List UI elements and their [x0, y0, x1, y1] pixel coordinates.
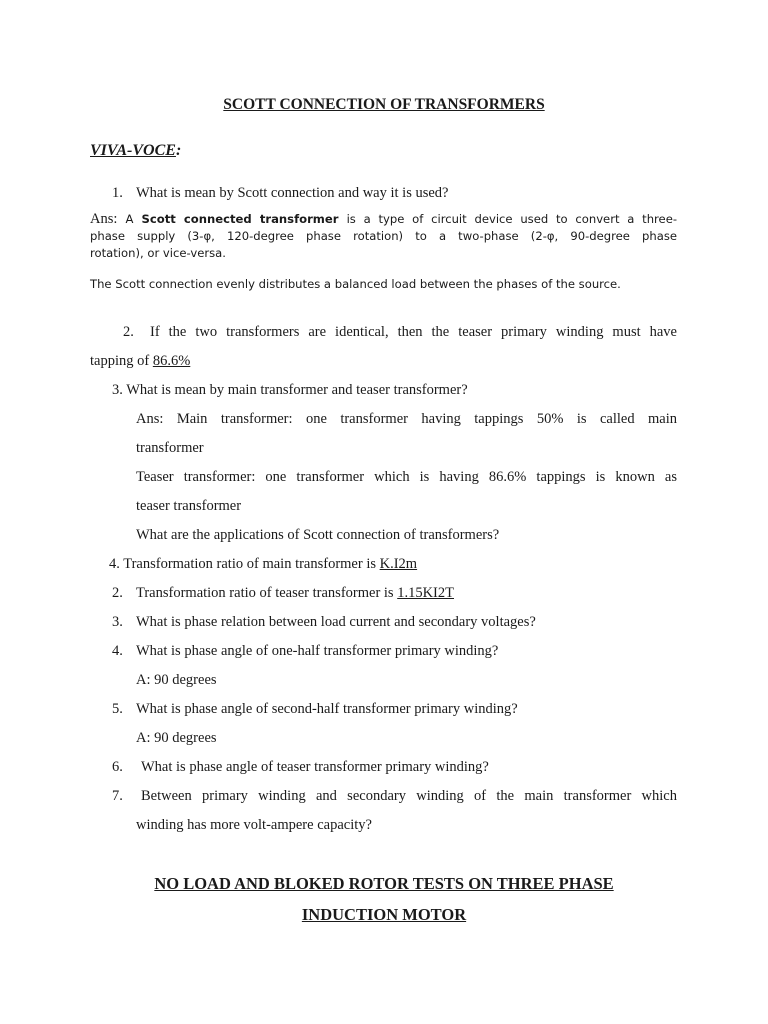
- list-item-number: 6.: [112, 759, 123, 775]
- list-item: What is phase relation between load current and secondary voltages?: [136, 614, 536, 630]
- list-item-number: 5.: [112, 701, 123, 717]
- list-item: What is phase angle of teaser transformer primary winding?: [141, 759, 489, 775]
- page-title: [0, 90, 768, 119]
- question-3-applications: What are the applications of Scott connection of transformers?: [136, 527, 500, 543]
- question-1-text: What is mean by Scott connection and way it is used?: [136, 185, 449, 201]
- next-section-title-line-2: [0, 900, 768, 929]
- answer-lead: A: [125, 212, 134, 226]
- question-2-line-2: [90, 347, 190, 376]
- question-3-answer-line-1: Ans: Main transformer: one transformer having tappings 50% is called main: [136, 411, 677, 427]
- answer-line-1-rest: is a type of circuit device used to convert a three-: [346, 212, 678, 226]
- section-heading-text: VIVA-VOCE: [90, 142, 176, 159]
- question-2-prefix: tapping of: [90, 353, 150, 369]
- list-answer: A: 90 degrees: [136, 672, 217, 688]
- list-item-answer: 1.15KI2T: [397, 585, 454, 601]
- next-section-title-line-1: [0, 869, 768, 898]
- list-item-number: 3.: [112, 614, 123, 630]
- answer-bold-term: Scott connected transformer: [141, 212, 339, 226]
- list-item-number: 7.: [112, 788, 123, 804]
- question-2-number: 2.: [123, 324, 134, 340]
- question-3-teaser-line-2: teaser transformer: [136, 498, 242, 514]
- question-4: [109, 550, 417, 579]
- list-answer: A: 90 degrees: [136, 730, 217, 746]
- list-item-continuation: winding has more volt-ampere capacity?: [136, 817, 372, 833]
- answer-1-line-2: phase supply (3-φ, 120-degree phase rotation) to a two-phase (2-φ, 90-degree phase: [90, 229, 677, 243]
- question-3-teaser-line-1: Teaser transformer: one transformer which is having 86.6% tappings is known as: [136, 469, 677, 485]
- question-2-line-1: If the two transformers are identical, then the teaser primary winding must have: [150, 324, 677, 340]
- list-item: What is phase angle of second-half transformer primary winding?: [136, 701, 518, 717]
- answer-prefix: Ans:: [90, 211, 118, 227]
- question-4-answer: K.I2m: [379, 556, 418, 572]
- list-item: [136, 579, 454, 608]
- question-3-answer-line-2: transformer: [136, 440, 204, 456]
- page-title-text: SCOTT CONNECTION OF TRANSFORMERS: [223, 96, 545, 113]
- answer-1-paragraph-2: The Scott connection evenly distributes a balanced load between the phases of the source.: [90, 277, 621, 291]
- list-item-number: 4.: [112, 643, 123, 659]
- question-number: 1.: [112, 185, 123, 201]
- next-section-title-text-1: NO LOAD AND BLOKED ROTOR TESTS ON THREE PHASE: [154, 874, 614, 893]
- list-item-number: 2.: [112, 585, 123, 601]
- section-heading-colon: :: [175, 142, 182, 159]
- question-2-answer: 86.6%: [152, 353, 191, 369]
- section-heading: [90, 142, 181, 160]
- question-1: [112, 179, 123, 208]
- next-section-title-text-2: INDUCTION MOTOR: [301, 905, 467, 924]
- answer-1-line-3: rotation), or vice-versa.: [90, 246, 226, 260]
- question-3: 3. What is mean by main transformer and teaser transformer?: [112, 382, 468, 398]
- answer-1: [90, 210, 677, 262]
- list-item-text: Transformation ratio of teaser transformer is: [136, 585, 394, 601]
- answer-1-line-1: [90, 210, 677, 228]
- list-item: Between primary winding and secondary winding of the main transformer which: [141, 788, 677, 804]
- list-item: What is phase angle of one-half transformer primary winding?: [136, 643, 499, 659]
- question-4-prefix: 4. Transformation ratio of main transformer is: [109, 556, 376, 572]
